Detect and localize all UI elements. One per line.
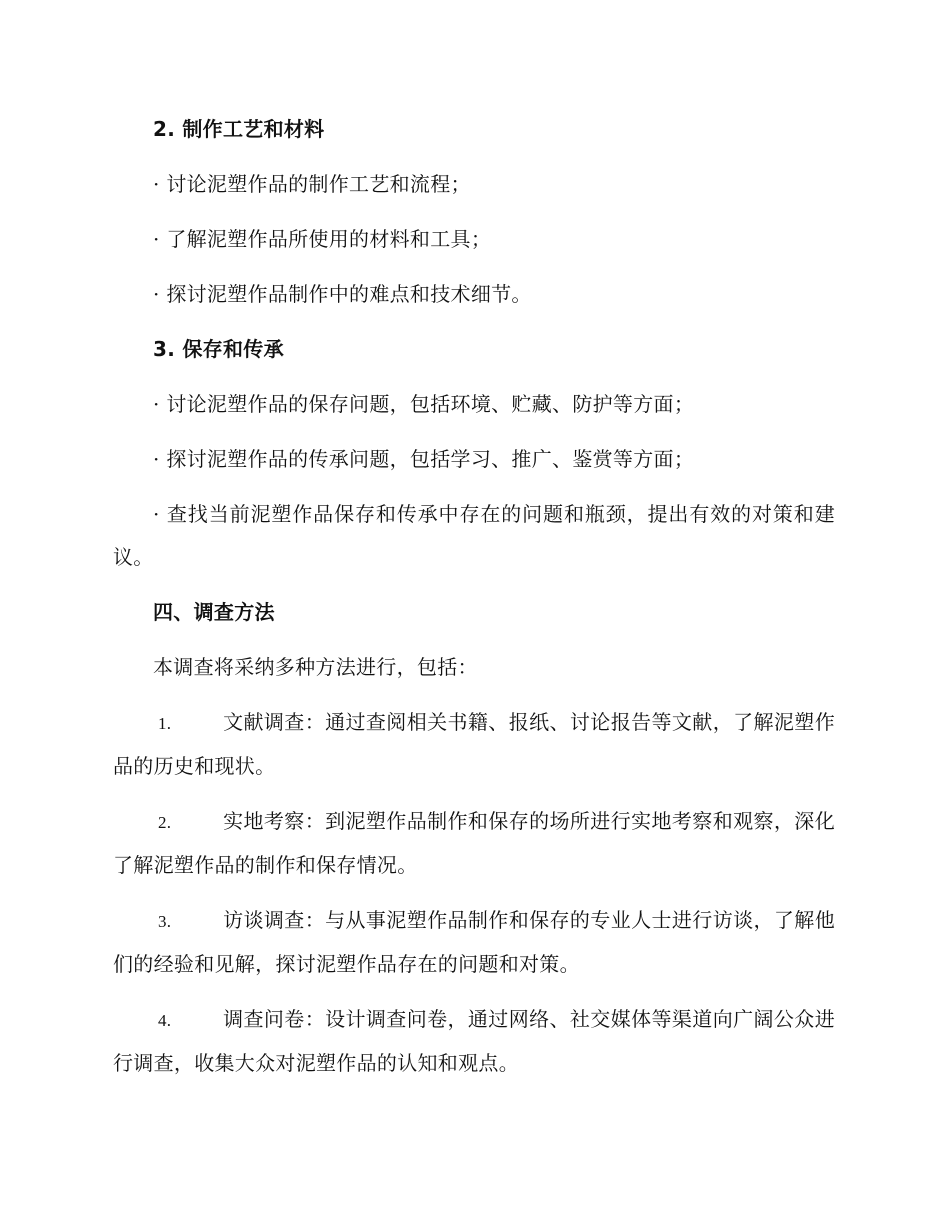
bullet-item: · 探讨泥塑作品制作中的难点和技术细节。 [153,282,532,306]
method-item-literature [113,701,835,788]
document-page [113,108,835,1097]
bullet-item: · 了解泥塑作品所使用的材料和工具； [153,227,492,251]
method-item-questionnaire [113,998,835,1085]
method-item-interview [113,899,835,986]
bullet-item: · 讨论泥塑作品的保存问题，包括环境、贮藏、防护等方面； [153,392,695,416]
section-heading-preservation: 3. 保存和传承 [153,337,284,361]
methods-intro: 本调查将采纳多种方法进行，包括： [153,655,478,679]
item-number: 2. [158,813,172,832]
item-text: 实地考察：到泥塑作品制作和保存的场所进行实地考察和观察，深化了解泥塑作品的制作和保存情况。 [113,809,835,877]
item-number: 4. [158,1011,172,1030]
item-text: 访谈调查：与从事泥塑作品制作和保存的专业人士进行访谈，了解他们的经验和见解，探讨泥塑作品存在的问题和对策。 [113,908,835,976]
section-heading-craft-materials: 2. 制作工艺和材料 [153,117,325,141]
method-item-field-study [113,800,835,887]
bullet-item: · 讨论泥塑作品的制作工艺和流程； [153,172,471,196]
item-text: 文献调查：通过查阅相关书籍、报纸、讨论报告等文献，了解泥塑作品的历史和现状。 [113,710,835,778]
item-text: 调查问卷：设计调查问卷，通过网络、社交媒体等渠道向广阔公众进行调查，收集大众对泥塑作品的认知和观点。 [113,1007,835,1075]
item-number: 1. [158,714,172,733]
section-heading-methods: 四、调查方法 [153,600,275,624]
bullet-item: · 探讨泥塑作品的传承问题，包括学习、推广、鉴赏等方面； [153,447,695,471]
item-number: 3. [158,912,172,931]
bullet-item-wrapped: · 查找当前泥塑作品保存和传承中存在的问题和瓶颈，提出有效的对策和建议。 [113,502,835,569]
